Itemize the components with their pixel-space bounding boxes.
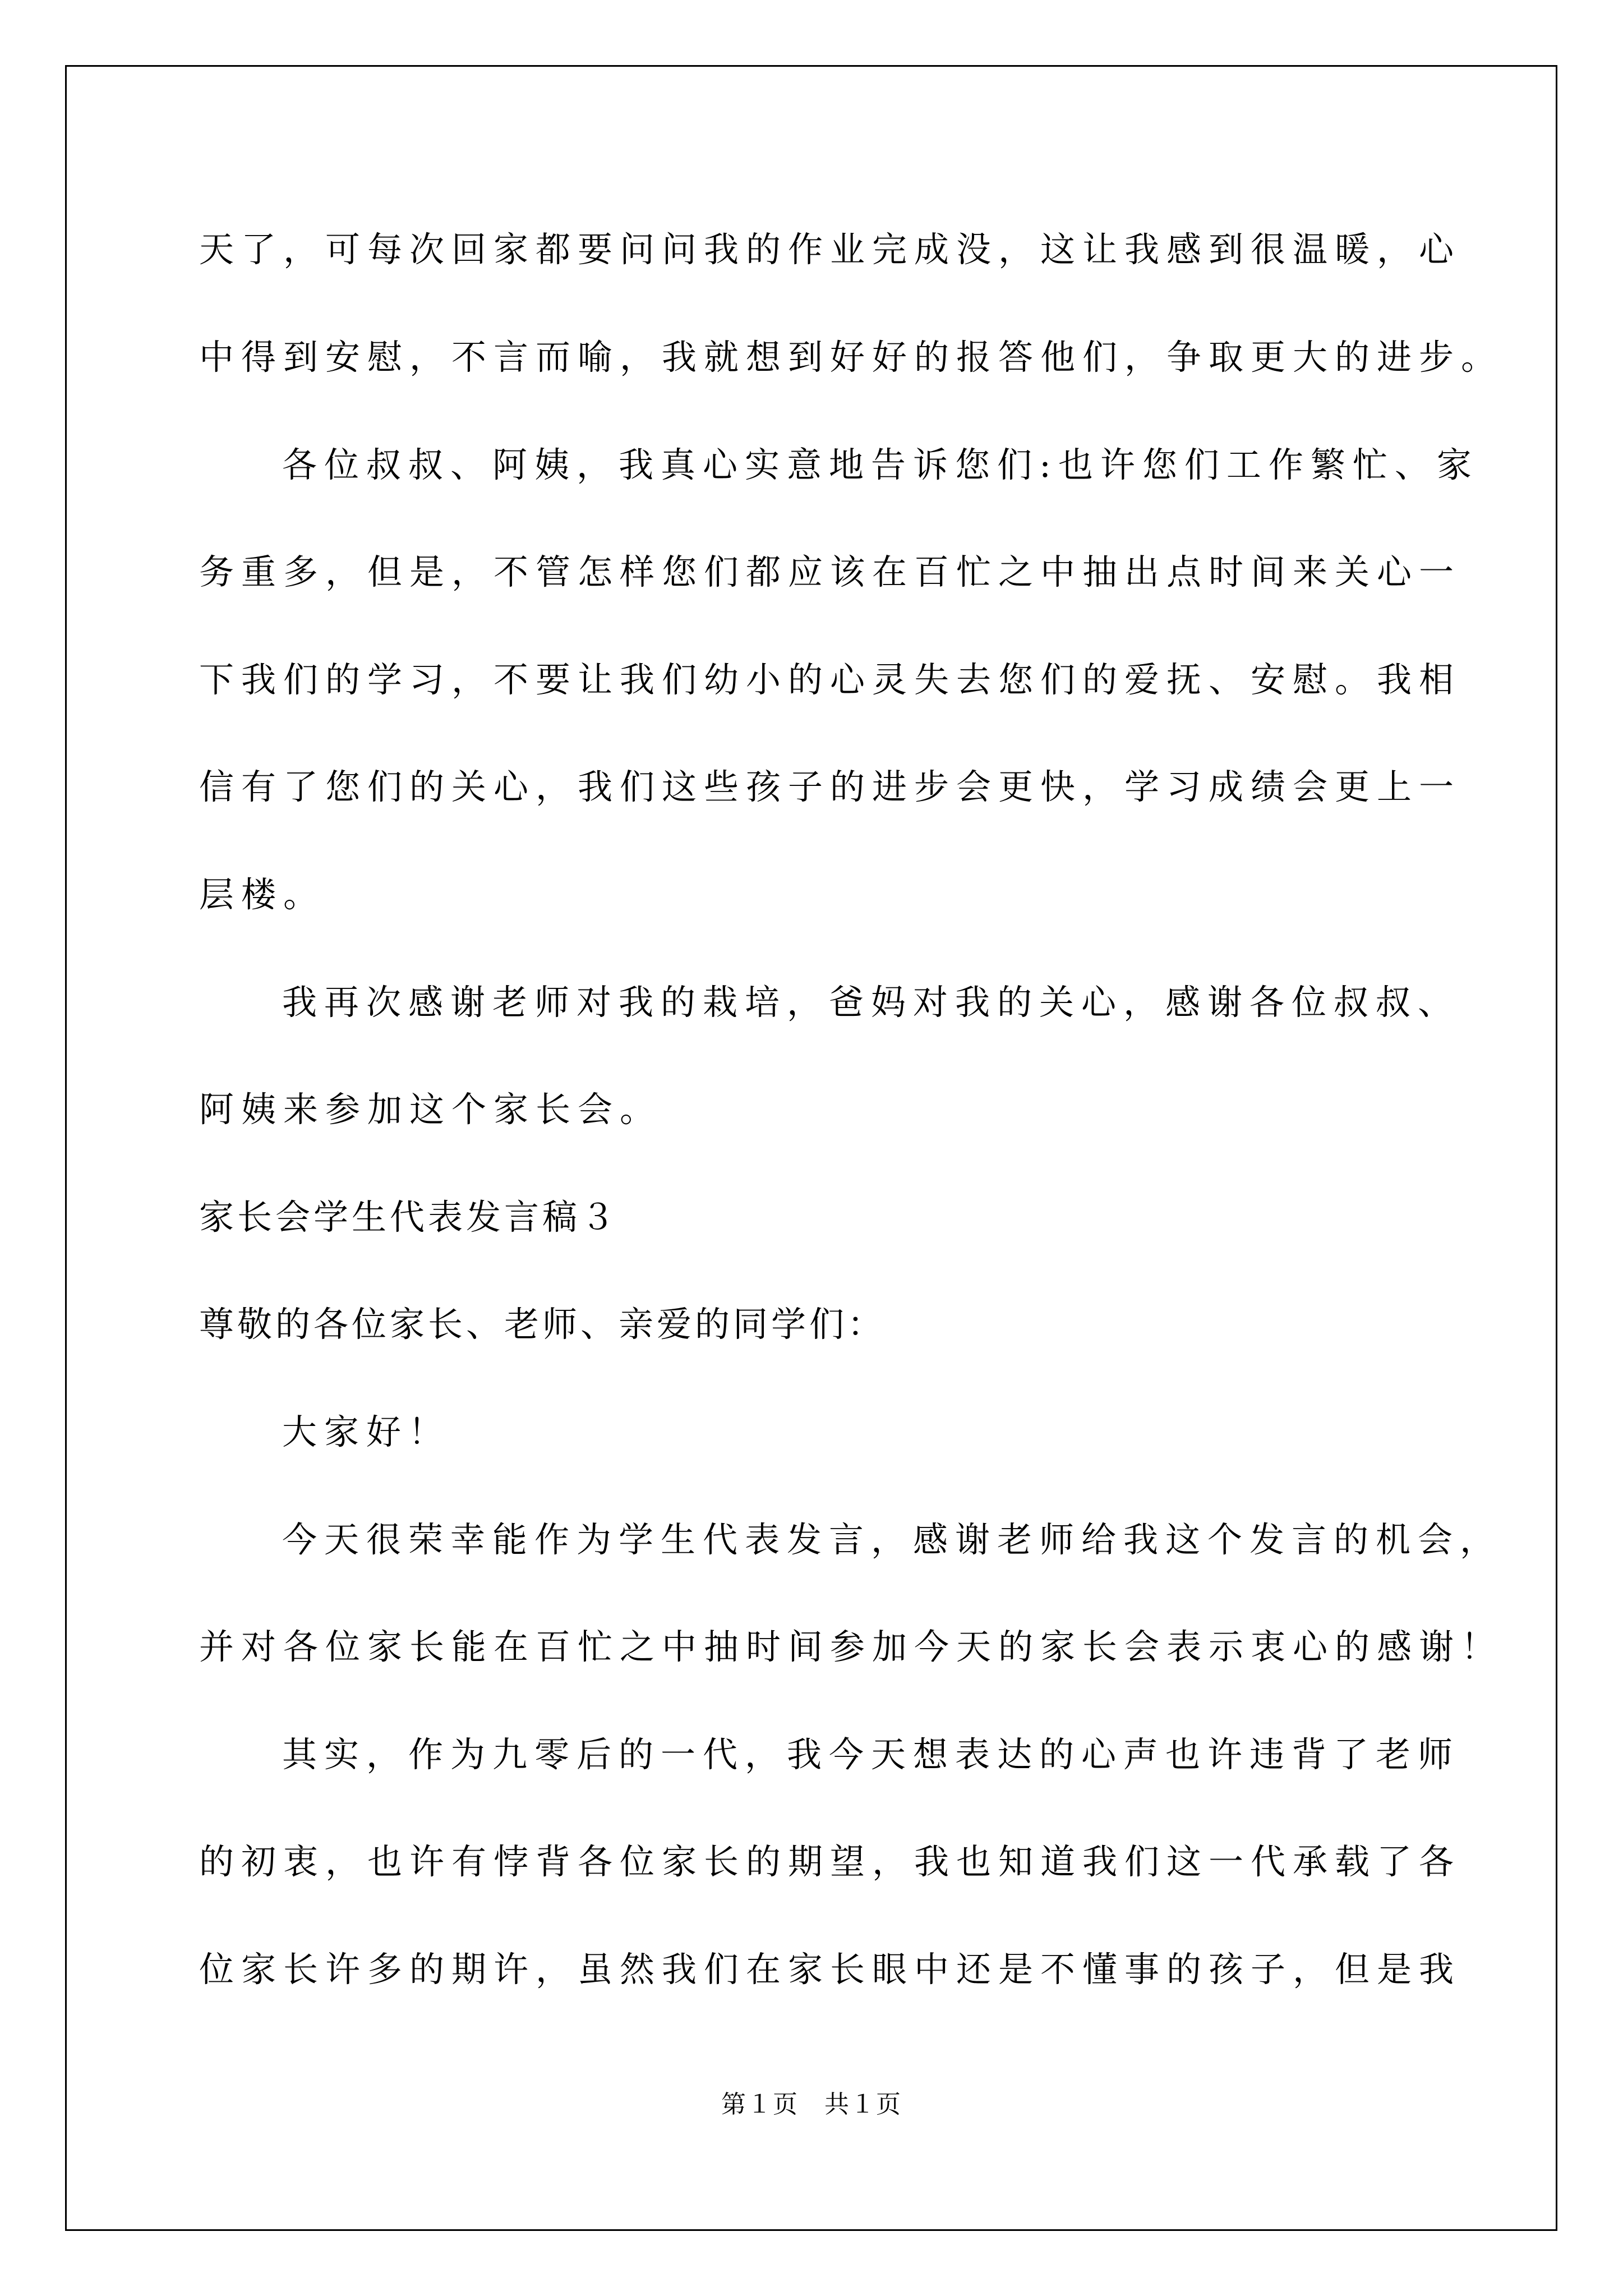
section-heading: 家长会学生代表发言稿３ [199, 1197, 619, 1237]
salutation-line: 尊敬的各位家长、老师、亲爱的同学们： [199, 1304, 886, 1345]
body-line: 下我们的学习，不要让我们幼小的心灵失去您们的爱抚、安慰。我相 [199, 659, 1461, 700]
body-line: 中得到安慰，不言而喻，我就想到好好的报答他们，争取更大的进步。 [199, 337, 1504, 378]
body-line: 信有了您们的关心，我们这些孩子的进步会更快，学习成绩会更上一 [199, 766, 1461, 807]
paragraph-start-line: 其实，作为九零后的一代，我今天想表达的心声也许违背了老师 [282, 1734, 1460, 1775]
body-line: 并对各位家长能在百忙之中抽时间参加今天的家长会表示衷心的感谢！ [199, 1626, 1504, 1667]
greeting-line: 大家好！ [282, 1411, 451, 1452]
paragraph-start-line: 今天很荣幸能作为学生代表发言，感谢老师给我这个发言的机会， [282, 1519, 1502, 1560]
page-number-footer: 第１页 共１页 [721, 2090, 902, 2119]
body-line: 天了，可每次回家都要问问我的作业完成没，这让我感到很温暖，心 [199, 229, 1461, 270]
body-line: 位家长许多的期许，虽然我们在家长眼中还是不懂事的孩子，但是我 [199, 1949, 1461, 1990]
body-line: 层楼。 [199, 874, 326, 915]
body-line: 阿姨来参加这个家长会。 [199, 1089, 662, 1130]
page-border [65, 65, 1557, 2231]
body-line: 务重多，但是，不管怎样您们都应该在百忙之中抽出点时间来关心一 [199, 551, 1461, 592]
paragraph-start-line: 各位叔叔、阿姨，我真心实意地告诉您们:也许您们工作繁忙、家 [282, 444, 1479, 485]
paragraph-start-line: 我再次感谢老师对我的栽培，爸妈对我的关心，感谢各位叔叔、 [282, 982, 1460, 1023]
body-line: 的初衷，也许有悖背各位家长的期望，我也知道我们这一代承载了各 [199, 1841, 1461, 1882]
